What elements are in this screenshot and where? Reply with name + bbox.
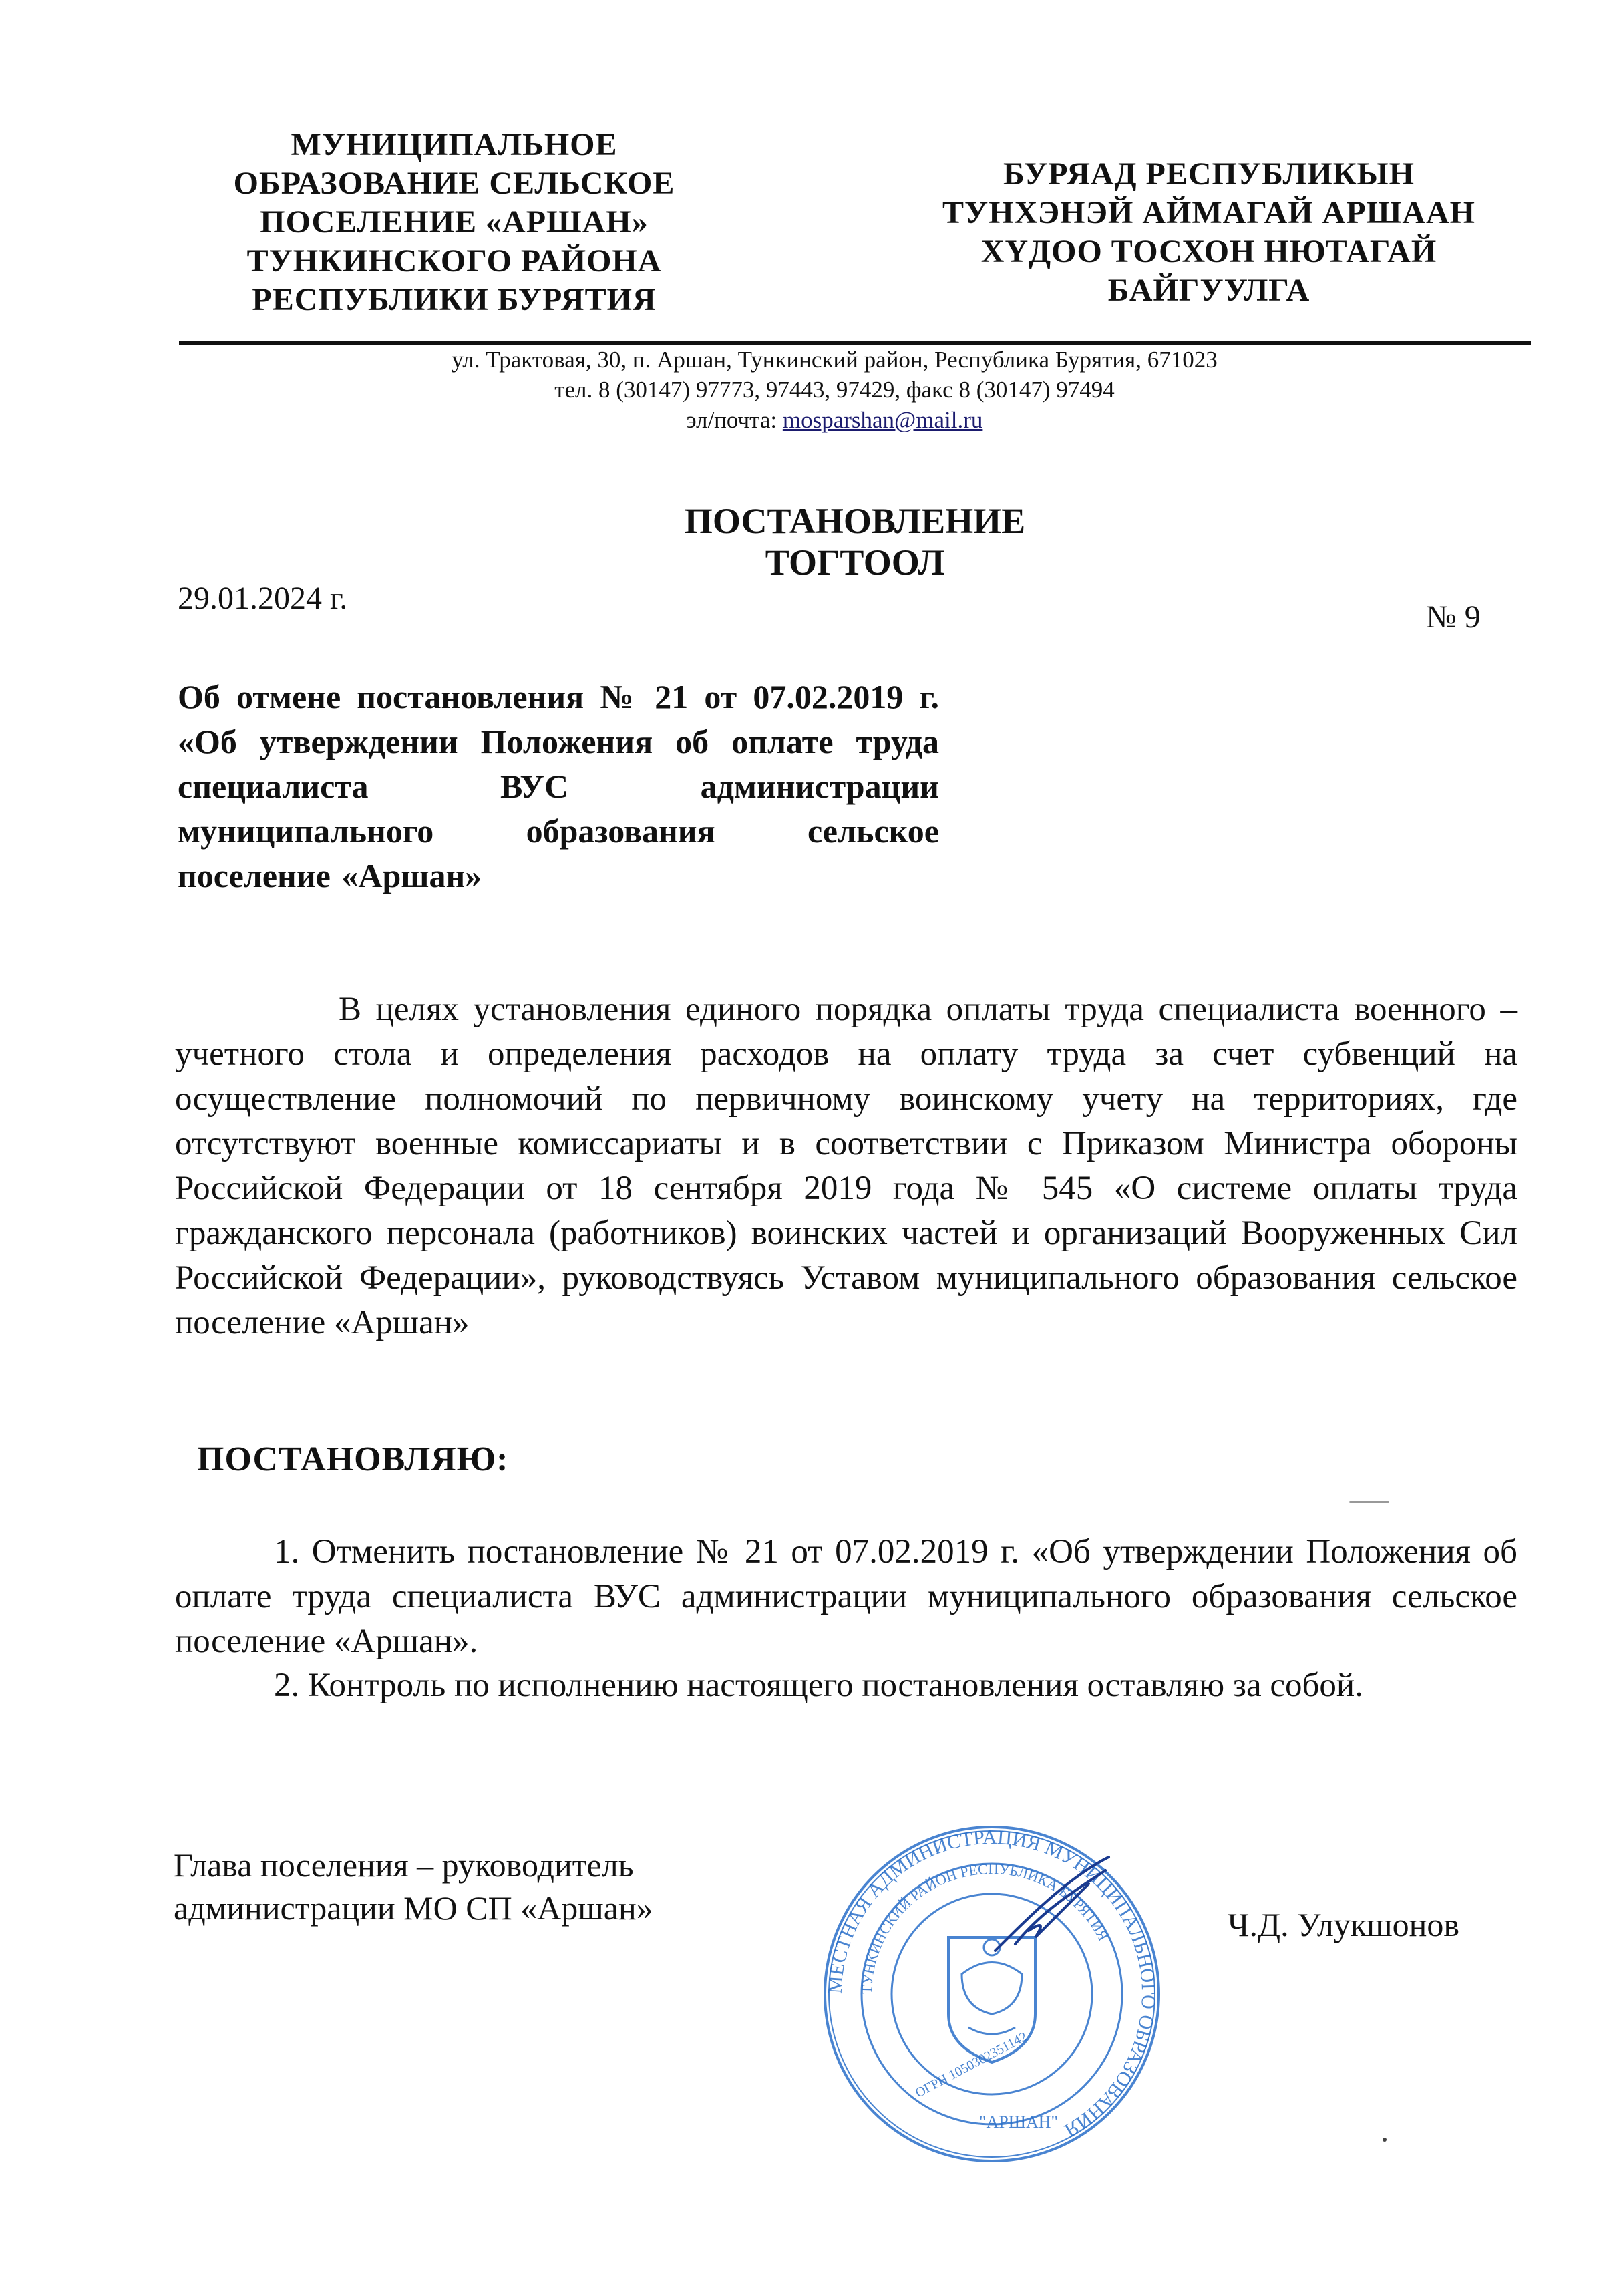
- signer-position-line: Глава поселения – руководитель: [174, 1846, 634, 1884]
- header-right-line: БАЙГУУЛГА: [1107, 273, 1310, 308]
- document-date: 29.01.2024 г.: [178, 581, 348, 616]
- header-left-line: ТУНКИНСКОГО РАЙОНА: [246, 243, 662, 279]
- document-title: ПОСТАНОВЛЕНИЕ: [684, 501, 1026, 541]
- handwritten-signature-icon: [989, 1850, 1122, 1957]
- header-left-line: ПОСЕЛЕНИЕ «АРШАН»: [260, 204, 649, 240]
- contact-email-link[interactable]: mosparshan@mail.ru: [782, 407, 983, 433]
- document-title-buryat: ТОГТООЛ: [765, 542, 945, 583]
- header-left-line: ОБРАЗОВАНИЕ СЕЛЬСКОЕ: [233, 166, 675, 201]
- decree-item: 2. Контроль по исполнению настоящего постановления оставляю за собой.: [274, 1667, 1363, 1704]
- contact-phones: тел. 8 (30147) 97773, 97443, 97429, факс 8 (30147) 97494: [554, 377, 1115, 403]
- preamble-paragraph: В целях установления единого порядка оплаты труда специалиста военного – учетного стола и определения расходов на оплату труда за счет субвенций на осуществление полномочий по первичному воинскому учету на территориях, где отсутствуют военные комиссариаты и в соответствии с Приказом Министра обороны Российской Федерации от 18 сентября 2019 года № 545 «О системе оплаты труда гражданского персонала (работников) воинских частей и организаций Вооруженных Сил Российской Федерации», руководствуясь Уставом муниципального образования сельское поселение «Аршан»: [175, 991, 1517, 1341]
- signer-name: Ч.Д. Улукшонов: [1228, 1906, 1459, 1943]
- document-number: № 9: [1426, 599, 1481, 635]
- decree-heading: ПОСТАНОВЛЯЮ:: [197, 1440, 509, 1478]
- scan-speck: [1349, 1501, 1389, 1503]
- contact-address: ул. Трактовая, 30, п. Аршан, Тункинский район, Республика Бурятия, 671023: [452, 347, 1218, 373]
- signer-position-line: администрации МО СП «Аршан»: [174, 1889, 653, 1927]
- document-subject: Об отмене постановления № 21 от 07.02.2019 г. «Об утверждении Положения об оплате труда специалиста ВУС администрации муниципального образования сельское поселение «Аршан»: [178, 678, 939, 894]
- contact-email-label: эл/почта:: [686, 407, 783, 433]
- stamp-inner-text: ТУНКИНСКИЙ РАЙОН РЕСПУБЛИКА БУРЯТИЯ: [858, 1860, 1112, 1995]
- header-right-block: [915, 155, 1503, 310]
- header-right-line: ХҮДОО ТОСХОН НЮТАГАЙ: [980, 234, 1437, 269]
- stamp-outer-text: МЕСТНАЯ АДМИНИСТРАЦИЯ МУНИЦИПАЛЬНОГО ОБРАЗОВАНИЯ: [824, 1826, 1160, 2142]
- stamp-ogrn: ОГРН 1050302351142: [913, 2029, 1030, 2101]
- stamp-bottom-text: "АРШАН": [978, 2112, 1059, 2132]
- header-right-line: ТУНХЭНЭЙ АЙМАГАЙ АРШААН: [942, 195, 1476, 230]
- decree-item: 1. Отменить постановление № 21 от 07.02.2019 г. «Об утверждении Положения об оплате труда специалиста ВУС администрации муниципального образования сельское поселение «Аршан».: [175, 1533, 1517, 1660]
- header-left-block: [190, 126, 718, 313]
- scan-speck: [1383, 2138, 1387, 2142]
- contact-email-line: [30, 405, 1609, 435]
- header-right-line: БУРЯАД РЕСПУБЛИКЫН: [1003, 156, 1415, 192]
- header-left-line: МУНИЦИПАЛЬНОЕ: [291, 127, 618, 162]
- header-left-line: РЕСПУБЛИКИ БУРЯТИЯ: [252, 282, 657, 313]
